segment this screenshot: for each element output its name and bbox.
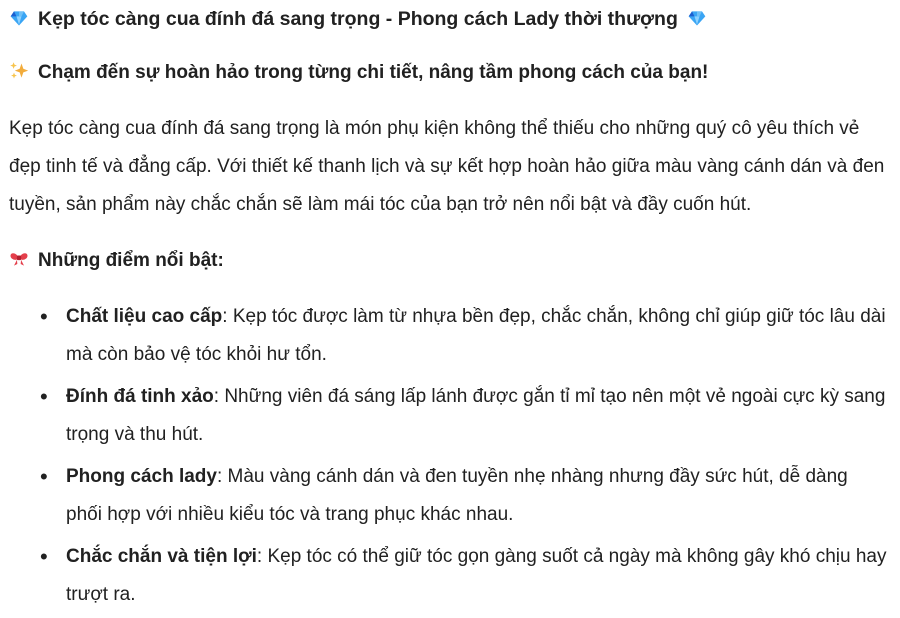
list-item xyxy=(66,458,888,534)
gem-icon xyxy=(9,8,29,28)
sparkles-icon xyxy=(9,61,29,81)
tagline-heading xyxy=(9,60,888,86)
list-item-text: : Kẹp tóc có thể giữ tóc gọn gàng suốt cả ngày mà không gây khó chịu hay trượt ra. xyxy=(66,546,887,605)
list-item-label: Chắc chắn và tiện lợi xyxy=(66,546,257,567)
list-item xyxy=(66,378,888,454)
highlights-heading-text: Những điểm nổi bật: xyxy=(38,250,224,271)
highlights-list xyxy=(9,298,888,614)
list-item xyxy=(66,298,888,374)
list-item xyxy=(66,538,888,614)
gem-icon xyxy=(687,8,707,28)
highlights-heading xyxy=(9,248,888,274)
list-item-label: Chất liệu cao cấp xyxy=(66,306,223,327)
list-item-text: : Những viên đá sáng lấp lánh được gắn tỉ mỉ tạo nên một vẻ ngoài cực kỳ sang trọng và thu hút. xyxy=(66,386,886,445)
list-item-text: : Màu vàng cánh dán và đen tuyền nhẹ nhàng nhưng đầy sức hút, dễ dàng phối hợp với nhiều kiểu tóc và trang phục khác nhau. xyxy=(66,466,848,525)
page-title xyxy=(9,6,888,32)
list-item-label: Phong cách lady xyxy=(66,466,217,487)
tagline-text: Chạm đến sự hoàn hảo trong từng chi tiết, nâng tầm phong cách của bạn! xyxy=(38,62,709,83)
bow-icon xyxy=(9,249,29,269)
page-title-text: Kẹp tóc càng cua đính đá sang trọng - Phong cách Lady thời thượng xyxy=(38,8,678,30)
list-item-text: : Kẹp tóc được làm từ nhựa bền đẹp, chắc chắn, không chỉ giúp giữ tóc lâu dài mà còn bảo vệ tóc khỏi hư tổn. xyxy=(66,306,886,365)
intro-paragraph: Kẹp tóc càng cua đính đá sang trọng là món phụ kiện không thể thiếu cho những quý cô yêu thích vẻ đẹp tinh tế và đẳng cấp. Với thiết kế thanh lịch và sự kết hợp hoàn hảo giữa màu vàng cánh dán và đen tuyền, sản phẩm này chắc chắn sẽ làm mái tóc của bạn trở nên nổi bật và đầy cuốn hút. xyxy=(9,118,885,215)
list-item-label: Đính đá tinh xảo xyxy=(66,386,214,407)
